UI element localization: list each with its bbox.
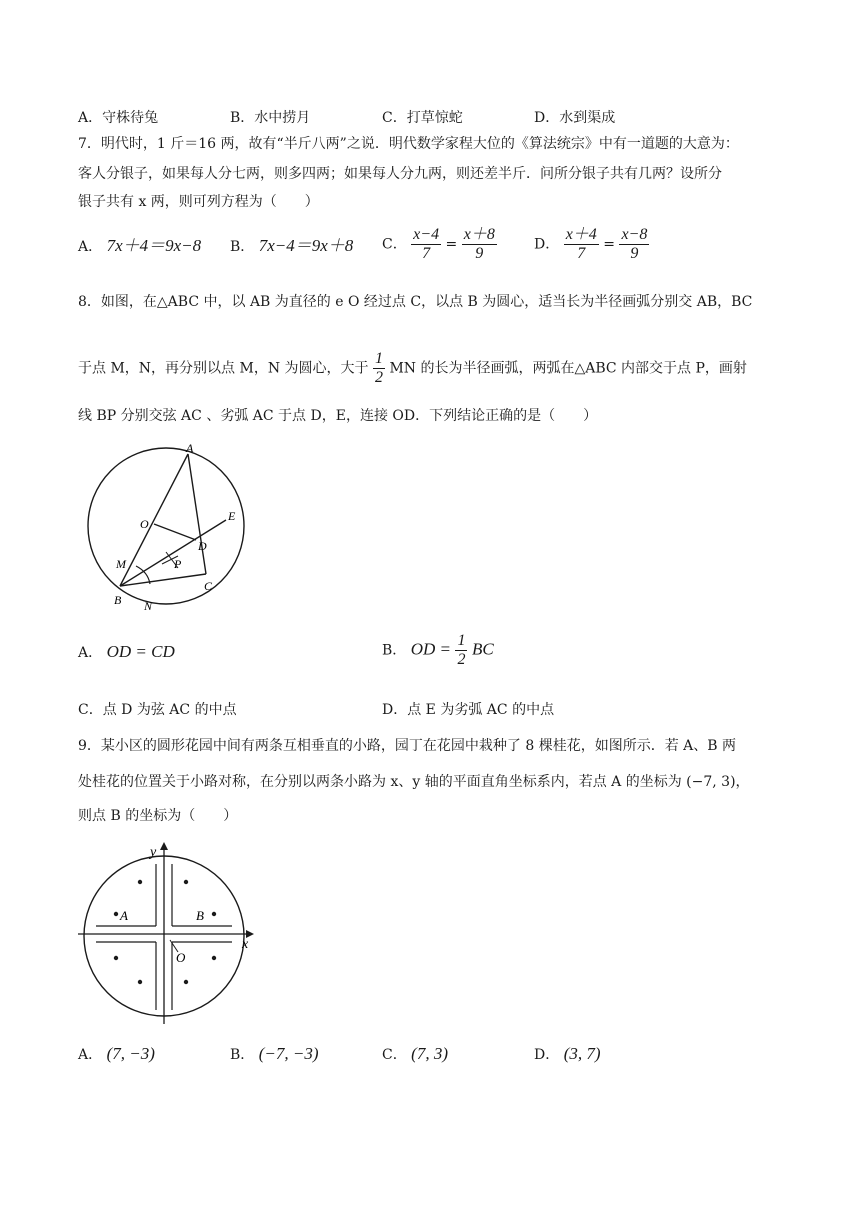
- label-e: E: [228, 509, 236, 523]
- q6-option-c: C．打草惊蛇: [382, 110, 463, 126]
- label-m: M: [116, 557, 126, 571]
- label-c: C: [204, 579, 213, 593]
- point-b-label: B: [196, 908, 204, 923]
- q8-line-3: 线 BP 分别交弦 AC 、劣弧 AC 于点 D，E，连接 OD．下列结论正确的是（ ）: [78, 408, 598, 424]
- q8-option-b: B． OD = $\frac{1}{2}$ BC: [382, 632, 494, 668]
- q9-line-2: 处桂花的位置关于小路对称，在分别以两条小路为 x、y 轴的平面直角坐标系内，若点 A 的坐标为 (−7, 3)，: [78, 774, 750, 790]
- q7-option-b: B． 7x−4＝9x＋8: [230, 236, 354, 255]
- q9-option-a: A． (7, −3): [78, 1044, 155, 1063]
- label-n: N: [144, 599, 153, 613]
- q9-option-b: B． (−7, −3): [230, 1044, 319, 1063]
- q8-line-1: 8．如图，在△ABC 中，以 AB 为直径的 e O 经过点 C，以点 B 为圆心，适当长为半径画弧分别交 AB，BC: [78, 294, 753, 310]
- fraction: $\frac{1}{2}$: [457, 632, 466, 668]
- axis-y-label: y: [150, 845, 157, 860]
- q7-line-1: 7．明代时，1 斤＝16 两，故有“半斤八两”之说．明代数学家程大位的《算法统宗》中有一道题的大意为：: [78, 136, 739, 152]
- q9-option-d: D． (3, 7): [534, 1044, 601, 1063]
- q6-option-b: B．水中捞月: [230, 110, 311, 126]
- axis-x-label: x: [242, 937, 249, 952]
- q7-line-2: 客人分银子，如果每人分七两，则多四两；如果每人分九两，则还差半斤．问所分银子共有几两？设所分: [78, 166, 722, 182]
- fraction: $\frac{x-8}{9}$: [621, 226, 648, 262]
- q6-option-d: D．水到渠成: [534, 110, 616, 126]
- q8-option-a: A． OD = CD: [78, 642, 175, 661]
- q8-geometry-figure: [78, 444, 258, 618]
- q7-option-d: D． $\frac{x+4}{7}$ = $\frac{x-8}{9}$: [534, 226, 648, 262]
- label-p: P: [174, 557, 182, 571]
- q9-line-1: 9．某小区的圆形花园中间有两条互相垂直的小路，园丁在花园中栽种了 8 棵桂花，如图所示．若 A、B 两: [78, 738, 737, 754]
- q6-option-a: A．守株待兔: [78, 110, 159, 126]
- q9-line-3: 则点 B 的坐标为（ ）: [78, 808, 238, 824]
- q8-option-d: D．点 E 为劣弧 AC 的中点: [382, 702, 555, 718]
- point-a-label: A: [120, 908, 128, 923]
- fraction: $\frac{x+8}{9}$: [463, 226, 495, 262]
- label-b: B: [114, 593, 122, 607]
- fraction: $\frac{x-4}{7}$: [413, 226, 440, 262]
- q7-line-3: 银子共有 x 两，则可列方程为（ ）: [78, 194, 319, 210]
- origin-label: O: [176, 950, 186, 965]
- label-d: D: [198, 539, 207, 553]
- q7-option-a: A． 7x＋4＝9x−8: [78, 236, 202, 255]
- label-o: O: [140, 517, 149, 531]
- fraction: $\frac{x+4}{7}$: [565, 226, 597, 262]
- q9-garden-figure: [78, 838, 264, 1026]
- fraction: $\frac{1}{2}$: [374, 350, 383, 386]
- q8-line-2: 于点 M，N，再分别以点 M，N 为圆心，大于 $\frac{1}{2}$ MN 的长为半径画弧，两弧在△ABC 内部交于点 P，画射: [78, 350, 747, 386]
- q7-option-c: C． $\frac{x-4}{7}$ = $\frac{x+8}{9}$: [382, 226, 495, 262]
- label-a: A: [186, 444, 194, 455]
- q9-option-c: C． (7, 3): [382, 1044, 448, 1063]
- q8-option-c: C．点 D 为弦 AC 的中点: [78, 702, 237, 718]
